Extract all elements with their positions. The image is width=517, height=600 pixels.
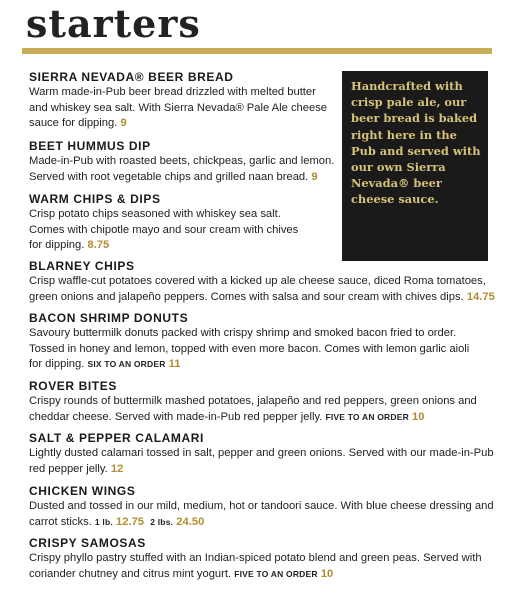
- item-name: SALT & PEPPER CALAMARI: [29, 431, 204, 445]
- item-price: 9: [120, 117, 127, 129]
- item-name: SIERRA NEVADA® BEER BREAD: [29, 70, 234, 84]
- item-name: CHICKEN WINGS: [29, 484, 136, 498]
- menu-item-beet-hummus: [29, 139, 334, 185]
- item-price: 9: [311, 170, 318, 183]
- menu-item-samosas: [29, 536, 482, 582]
- item-description: Made-in-Pub with roasted beets, chickpeas, garlic and lemon. Served with root vegetable chips and grilled naan bread. 9: [29, 155, 335, 183]
- item-description: Crispy phyllo pastry stuffed with an Indian-spiced potato blend and green peas. Served with coriander chutney and citrus mint yogurt. FIVE TO AN ORDER 10: [29, 552, 482, 580]
- item-description: Crisp potato chips seasoned with whiskey sea salt. Comes with chipotle mayo and sour cream with chives for dipping. 8.75: [29, 208, 299, 251]
- menu-item-calamari: [29, 431, 494, 477]
- item-note: SIX TO AN ORDER: [87, 359, 166, 369]
- item-price: 8.75: [87, 239, 110, 251]
- menu-item-bacon-shrimp-donuts: [29, 311, 469, 373]
- item-description: Dusted and tossed in our mild, medium, hot or tandoori sauce. With blue cheese dressing and carrot sticks. 1 lb. 12.75 2 lbs. 24.50: [29, 500, 494, 528]
- menu-item-beer-bread: [29, 70, 327, 132]
- item-name: CRISPY SAMOSAS: [29, 536, 146, 550]
- item-name: BLARNEY CHIPS: [29, 259, 135, 273]
- size-label: 2 lbs.: [150, 516, 174, 527]
- menu-item-chicken-wings: [29, 484, 494, 530]
- item-description: Crispy rounds of buttermilk mashed potatoes, jalapeño and red peppers, green onions and cheddar cheese. Served with made-in-Pub red pepper jelly. FIVE TO AN ORDER 10: [29, 395, 477, 423]
- item-description: Savoury buttermilk donuts packed with crispy shrimp and smoked bacon fried to order. Tossed in honey and lemon, topped with even more bacon. Comes with lemon garlic aioli for dipping. SIX TO AN ORDER 11: [29, 327, 470, 370]
- item-price: 10: [412, 410, 425, 423]
- item-name: ROVER BITES: [29, 379, 117, 393]
- item-name: WARM CHIPS & DIPS: [29, 192, 161, 206]
- item-description: Warm made-in-Pub beer bread drizzled with melted butter and whiskey sea salt. With Sierra Nevada® Pale Ale cheese sauce for dipping. 9: [29, 86, 328, 129]
- item-description: Crisp waffle-cut potatoes covered with a kicked up ale cheese sauce, diced Roma tomatoes, green onions and jalapeño peppers. Comes with salsa and sour cream with chives dips. 14.75: [29, 275, 495, 303]
- menu-item-blarney-chips: [29, 259, 495, 305]
- item-description: Lightly dusted calamari tossed in salt, pepper and green onions. Served with our made-in-Pub red pepper jelly. 12: [29, 447, 494, 475]
- item-price: 12: [110, 462, 124, 475]
- item-note: FIVE TO AN ORDER: [325, 411, 409, 422]
- title-underline: [22, 48, 492, 54]
- item-name: BACON SHRIMP DONUTS: [29, 311, 189, 325]
- item-price: 10: [320, 567, 334, 580]
- size-label: 1 lb.: [94, 516, 113, 527]
- item-name: BEET HUMMUS DIP: [29, 139, 151, 153]
- item-price: 14.75: [466, 290, 495, 303]
- menu-item-warm-chips: [29, 192, 298, 254]
- section-title: starters: [26, 1, 201, 46]
- item-price: 11: [168, 358, 181, 370]
- menu-item-rover-bites: [29, 379, 477, 425]
- item-price: 24.50: [176, 515, 205, 528]
- item-price: 12.75: [116, 515, 145, 528]
- beer-bread-callout: Handcrafted with crisp pale ale, our beer bread is baked right here in the Pub and served with our own Sierra Nevada® beer cheese sauce.: [342, 71, 488, 261]
- item-note: FIVE TO AN ORDER: [234, 568, 318, 579]
